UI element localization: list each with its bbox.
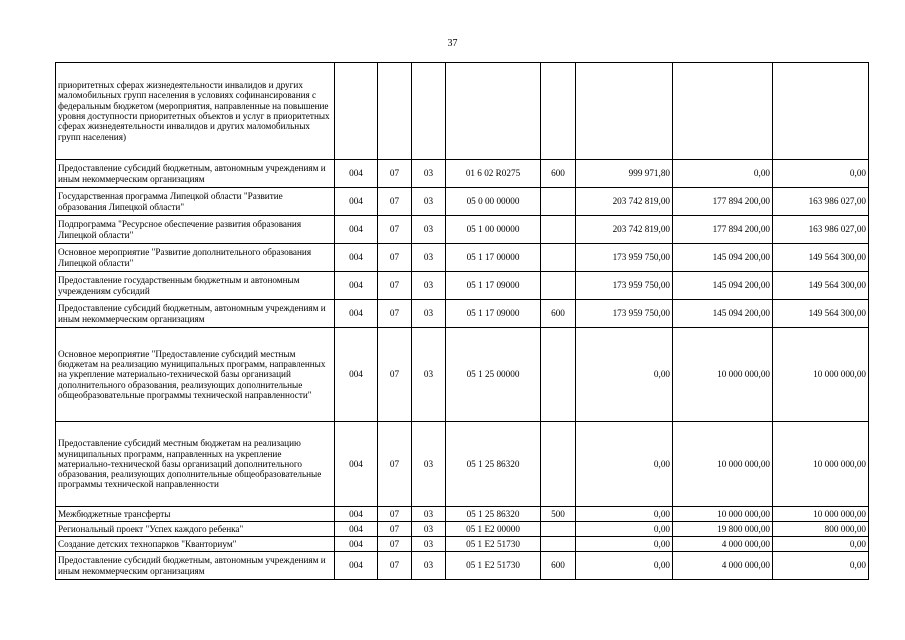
subsection-code: 03: [412, 552, 446, 580]
amount-year-1: 203 742 819,00: [576, 188, 673, 216]
expense-type-code: 500: [541, 507, 576, 522]
target-article-code: 05 1 E2 51730: [446, 552, 541, 580]
target-article-code: 05 0 00 00000: [446, 188, 541, 216]
target-article-code: 05 1 25 86320: [446, 422, 541, 507]
target-article-code: 05 1 25 00000: [446, 328, 541, 422]
amount-year-3: 10 000 000,00: [773, 328, 869, 422]
target-article-code: 05 1 00 00000: [446, 216, 541, 244]
table-row: [56, 537, 869, 552]
table-row: [56, 507, 869, 522]
subsection-code: 03: [412, 160, 446, 188]
amount-year-3: 0,00: [773, 552, 869, 580]
target-article-code: 05 1 E2 51730: [446, 537, 541, 552]
ministry-code: 004: [335, 188, 378, 216]
expense-type-code: [541, 328, 576, 422]
page-number: 37: [447, 38, 458, 49]
section-code: 07: [378, 188, 412, 216]
amount-year-3: 800 000,00: [773, 522, 869, 537]
amount-year-1: 0,00: [576, 552, 673, 580]
target-article-code: 05 1 E2 00000: [446, 522, 541, 537]
table-row: [56, 216, 869, 244]
row-name: Региональный проект "Успех каждого ребенка": [56, 522, 335, 537]
subsection-code: 03: [412, 537, 446, 552]
amount-year-1: 999 971,80: [576, 160, 673, 188]
expense-type-code: [541, 244, 576, 272]
amount-year-2: 19 800 000,00: [673, 522, 773, 537]
section-code: 07: [378, 160, 412, 188]
ministry-code: 004: [335, 244, 378, 272]
row-name: Межбюджетные трансферты: [56, 507, 335, 522]
amount-year-2: 145 094 200,00: [673, 300, 773, 328]
ministry-code: 004: [335, 507, 378, 522]
amount-year-1: [576, 63, 673, 160]
amount-year-2: 177 894 200,00: [673, 216, 773, 244]
table-row: [56, 522, 869, 537]
section-code: 07: [378, 422, 412, 507]
expense-type-code: [541, 522, 576, 537]
expense-type-code: [541, 537, 576, 552]
amount-year-2: 4 000 000,00: [673, 537, 773, 552]
target-article-code: 05 1 17 00000: [446, 244, 541, 272]
subsection-code: 03: [412, 300, 446, 328]
section-code: 07: [378, 522, 412, 537]
amount-year-2: [673, 63, 773, 160]
table-row: [56, 160, 869, 188]
table-row: [56, 244, 869, 272]
table-row: [56, 300, 869, 328]
expense-type-code: [541, 216, 576, 244]
section-code: 07: [378, 537, 412, 552]
expense-type-code: 600: [541, 300, 576, 328]
amount-year-2: 177 894 200,00: [673, 188, 773, 216]
expense-type-code: 600: [541, 160, 576, 188]
row-name: Подпрограмма "Ресурсное обеспечение развития образования Липецкой области": [56, 216, 335, 244]
ministry-code: 004: [335, 328, 378, 422]
row-name: Предоставление субсидий бюджетным, автономным учреждениям и иным некоммерческим организациям: [56, 160, 335, 188]
expense-type-code: [541, 63, 576, 160]
amount-year-2: 0,00: [673, 160, 773, 188]
amount-year-1: 203 742 819,00: [576, 216, 673, 244]
subsection-code: 03: [412, 244, 446, 272]
section-code: 07: [378, 552, 412, 580]
expense-type-code: [541, 422, 576, 507]
ministry-code: 004: [335, 537, 378, 552]
amount-year-3: 149 564 300,00: [773, 244, 869, 272]
amount-year-3: 149 564 300,00: [773, 272, 869, 300]
expense-type-code: 600: [541, 552, 576, 580]
ministry-code: 004: [335, 552, 378, 580]
ministry-code: 004: [335, 216, 378, 244]
row-name: Государственная программа Липецкой области "Развитие образования Липецкой области": [56, 188, 335, 216]
amount-year-2: 10 000 000,00: [673, 507, 773, 522]
section-code: 07: [378, 244, 412, 272]
ministry-code: 004: [335, 160, 378, 188]
target-article-code: [446, 63, 541, 160]
subsection-code: 03: [412, 272, 446, 300]
subsection-code: 03: [412, 522, 446, 537]
section-code: 07: [378, 300, 412, 328]
table-row: [56, 422, 869, 507]
expense-type-code: [541, 272, 576, 300]
ministry-code: 004: [335, 422, 378, 507]
row-name: Создание детских технопарков "Кванториум": [56, 537, 335, 552]
amount-year-2: 10 000 000,00: [673, 422, 773, 507]
ministry-code: 004: [335, 272, 378, 300]
table-row: [56, 328, 869, 422]
table-row: [56, 552, 869, 580]
amount-year-3: 10 000 000,00: [773, 422, 869, 507]
amount-year-1: 0,00: [576, 522, 673, 537]
target-article-code: 05 1 17 09000: [446, 272, 541, 300]
ministry-code: [335, 63, 378, 160]
row-name: Основное мероприятие "Предоставление субсидий местным бюджетам на реализацию муниципальных программ, направленных на укрепление материально-технической базы организаций дополнительного образования, реализующих дополнительные общеобразовательные программы технической направленности": [56, 328, 335, 422]
amount-year-1: 173 959 750,00: [576, 300, 673, 328]
subsection-code: 03: [412, 422, 446, 507]
subsection-code: 03: [412, 507, 446, 522]
budget-table-body: [56, 63, 869, 580]
subsection-code: [412, 63, 446, 160]
table-row: [56, 63, 869, 160]
amount-year-1: 173 959 750,00: [576, 244, 673, 272]
amount-year-3: 163 986 027,00: [773, 188, 869, 216]
row-name: приоритетных сферах жизнедеятельности инвалидов и других маломобильных групп населения в условиях софинансирования с федеральным бюджетом (мероприятия, направленные на повышение уровня доступности приоритетных объектов и услуг в приоритетных сферах жизнедеятельности инвалидов и других маломобильных групп населения): [56, 63, 335, 160]
amount-year-3: 0,00: [773, 537, 869, 552]
section-code: 07: [378, 272, 412, 300]
table-row: [56, 188, 869, 216]
target-article-code: 01 6 02 R0275: [446, 160, 541, 188]
amount-year-3: [773, 63, 869, 160]
amount-year-2: 145 094 200,00: [673, 244, 773, 272]
subsection-code: 03: [412, 328, 446, 422]
row-name: Предоставление субсидий бюджетным, автономным учреждениям и иным некоммерческим организациям: [56, 552, 335, 580]
section-code: [378, 63, 412, 160]
ministry-code: 004: [335, 300, 378, 328]
expense-type-code: [541, 188, 576, 216]
target-article-code: 05 1 25 86320: [446, 507, 541, 522]
amount-year-3: 10 000 000,00: [773, 507, 869, 522]
amount-year-1: 0,00: [576, 422, 673, 507]
budget-table: [55, 62, 869, 580]
row-name: Предоставление субсидий бюджетным, автономным учреждениям и иным некоммерческим организациям: [56, 300, 335, 328]
ministry-code: 004: [335, 522, 378, 537]
amount-year-1: 0,00: [576, 328, 673, 422]
row-name: Основное мероприятие "Развитие дополнительного образования Липецкой области": [56, 244, 335, 272]
target-article-code: 05 1 17 09000: [446, 300, 541, 328]
row-name: Предоставление субсидий местным бюджетам на реализацию муниципальных программ, направленных на укрепление материально-технической базы организаций дополнительного образования, реализующих дополнительные общеобразовательные программы технической направленности: [56, 422, 335, 507]
section-code: 07: [378, 507, 412, 522]
section-code: 07: [378, 328, 412, 422]
amount-year-3: 149 564 300,00: [773, 300, 869, 328]
table-row: [56, 272, 869, 300]
amount-year-1: 0,00: [576, 537, 673, 552]
row-name: Предоставление государственным бюджетным и автономным учреждениям субсидий: [56, 272, 335, 300]
amount-year-3: 0,00: [773, 160, 869, 188]
amount-year-3: 163 986 027,00: [773, 216, 869, 244]
amount-year-1: 173 959 750,00: [576, 272, 673, 300]
subsection-code: 03: [412, 216, 446, 244]
subsection-code: 03: [412, 188, 446, 216]
section-code: 07: [378, 216, 412, 244]
amount-year-1: 0,00: [576, 507, 673, 522]
amount-year-2: 4 000 000,00: [673, 552, 773, 580]
amount-year-2: 10 000 000,00: [673, 328, 773, 422]
amount-year-2: 145 094 200,00: [673, 272, 773, 300]
